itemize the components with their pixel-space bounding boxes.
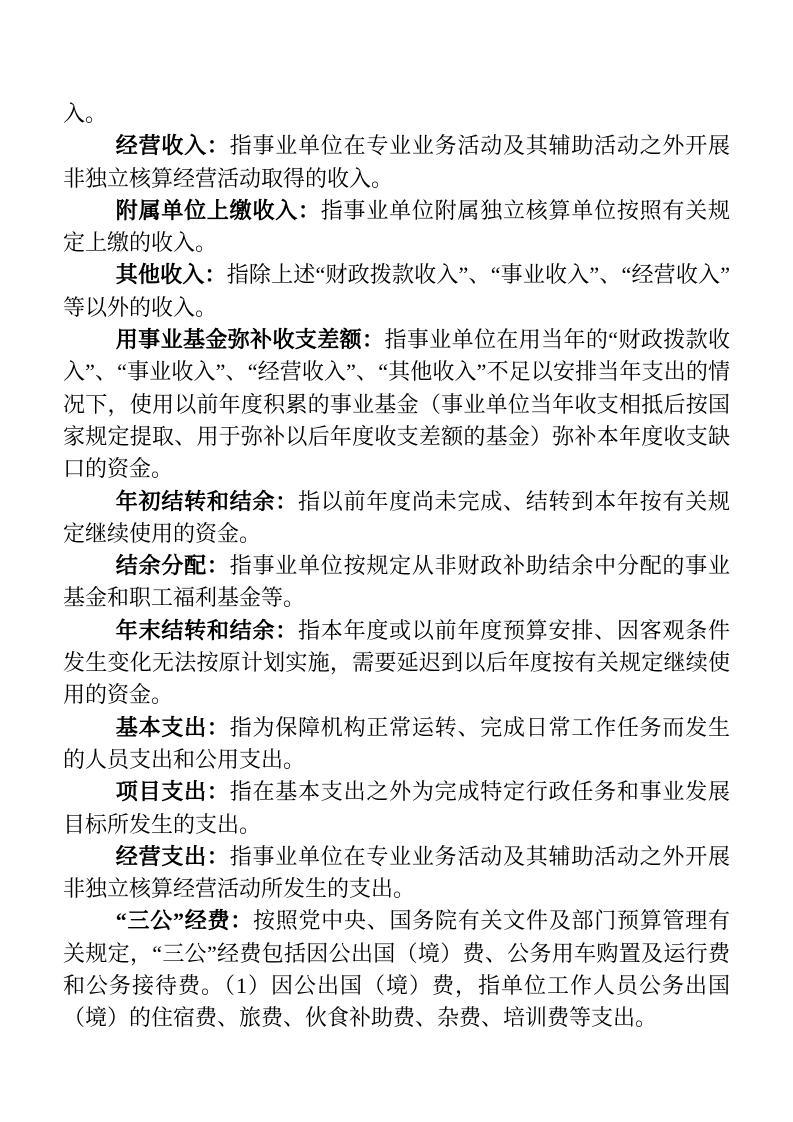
term-label: 用事业基金弥补收支差额： [115, 327, 385, 353]
definition-paragraph [63, 486, 730, 551]
term-definition: 指事业单位附属独立核算单位按照有关规定上缴的收入。 [63, 197, 730, 256]
term-label: 经营收入： [115, 133, 230, 159]
definition-paragraph [63, 324, 730, 485]
document-text-block [63, 98, 730, 1035]
term-definition: 指除上述“财政拨款收入”、“事业收入”、“经营收入”等以外的收入。 [63, 262, 730, 320]
term-definition: 指事业单位在用当年的“财政拨款收入”、“事业收入”、“经营收入”、“其他收入”不足以安排当年支出的情况下，使用以前年度积累的事业基金（事业单位当年收支相抵后按国家规定提取、用于弥补以后年度收支差额的基金）弥补本年度收支缺口的资金。 [63, 327, 730, 482]
term-label: 项目支出： [115, 779, 230, 805]
term-label: 年末结转和结余： [115, 617, 299, 643]
term-label: 经营支出： [115, 843, 230, 869]
definition-paragraph [63, 905, 730, 1034]
term-label: 附属单位上缴收入： [115, 197, 321, 223]
definition-paragraph [63, 195, 730, 260]
term-label: 基本支出： [115, 714, 230, 740]
definition-paragraph [63, 259, 730, 324]
term-definition: 指以前年度尚未完成、结转到本年按有关规定继续使用的资金。 [63, 488, 730, 546]
term-definition: 指本年度或以前年度预算安排、因客观条件发生变化无法按原计划实施，需要延迟到以后年度按有关规定继续使用的资金。 [63, 617, 730, 708]
definition-paragraph [63, 776, 730, 841]
term-label: 结余分配： [115, 553, 230, 579]
definition-paragraph [63, 615, 730, 712]
continuation-line [63, 98, 730, 130]
definition-paragraph [63, 712, 730, 777]
definition-paragraph [63, 550, 730, 615]
term-definition: 指在基本支出之外为完成特定行政任务和事业发展目标所发生的支出。 [63, 779, 730, 837]
term-label: 其他收入： [115, 262, 227, 288]
definition-paragraph [63, 130, 730, 195]
term-label: “三公”经费： [115, 908, 254, 934]
term-definition: 按照党中央、国务院有关文件及部门预算管理有关规定，“三公”经费包括因公出国（境）费、公务用车购置及运行费和公务接待费。（1）因公出国（境）费，指单位工作人员公务出国（境）的住宿费、旅费、伙食补助费、杂费、培训费等支出。 [63, 908, 730, 1031]
term-label: 年初结转和结余： [115, 488, 299, 514]
term-definition: 指事业单位在专业业务活动及其辅助活动之外开展非独立核算经营活动所发生的支出。 [63, 843, 730, 902]
definition-paragraph [63, 841, 730, 906]
term-definition: 指事业单位按规定从非财政补助结余中分配的事业基金和职工福利基金等。 [63, 553, 730, 611]
continuation-text: 入。 [63, 101, 108, 126]
term-definition: 指事业单位在专业业务活动及其辅助活动之外开展非独立核算经营活动取得的收入。 [63, 133, 730, 191]
term-definition: 指为保障机构正常运转、完成日常工作任务而发生的人员支出和公用支出。 [63, 714, 730, 772]
